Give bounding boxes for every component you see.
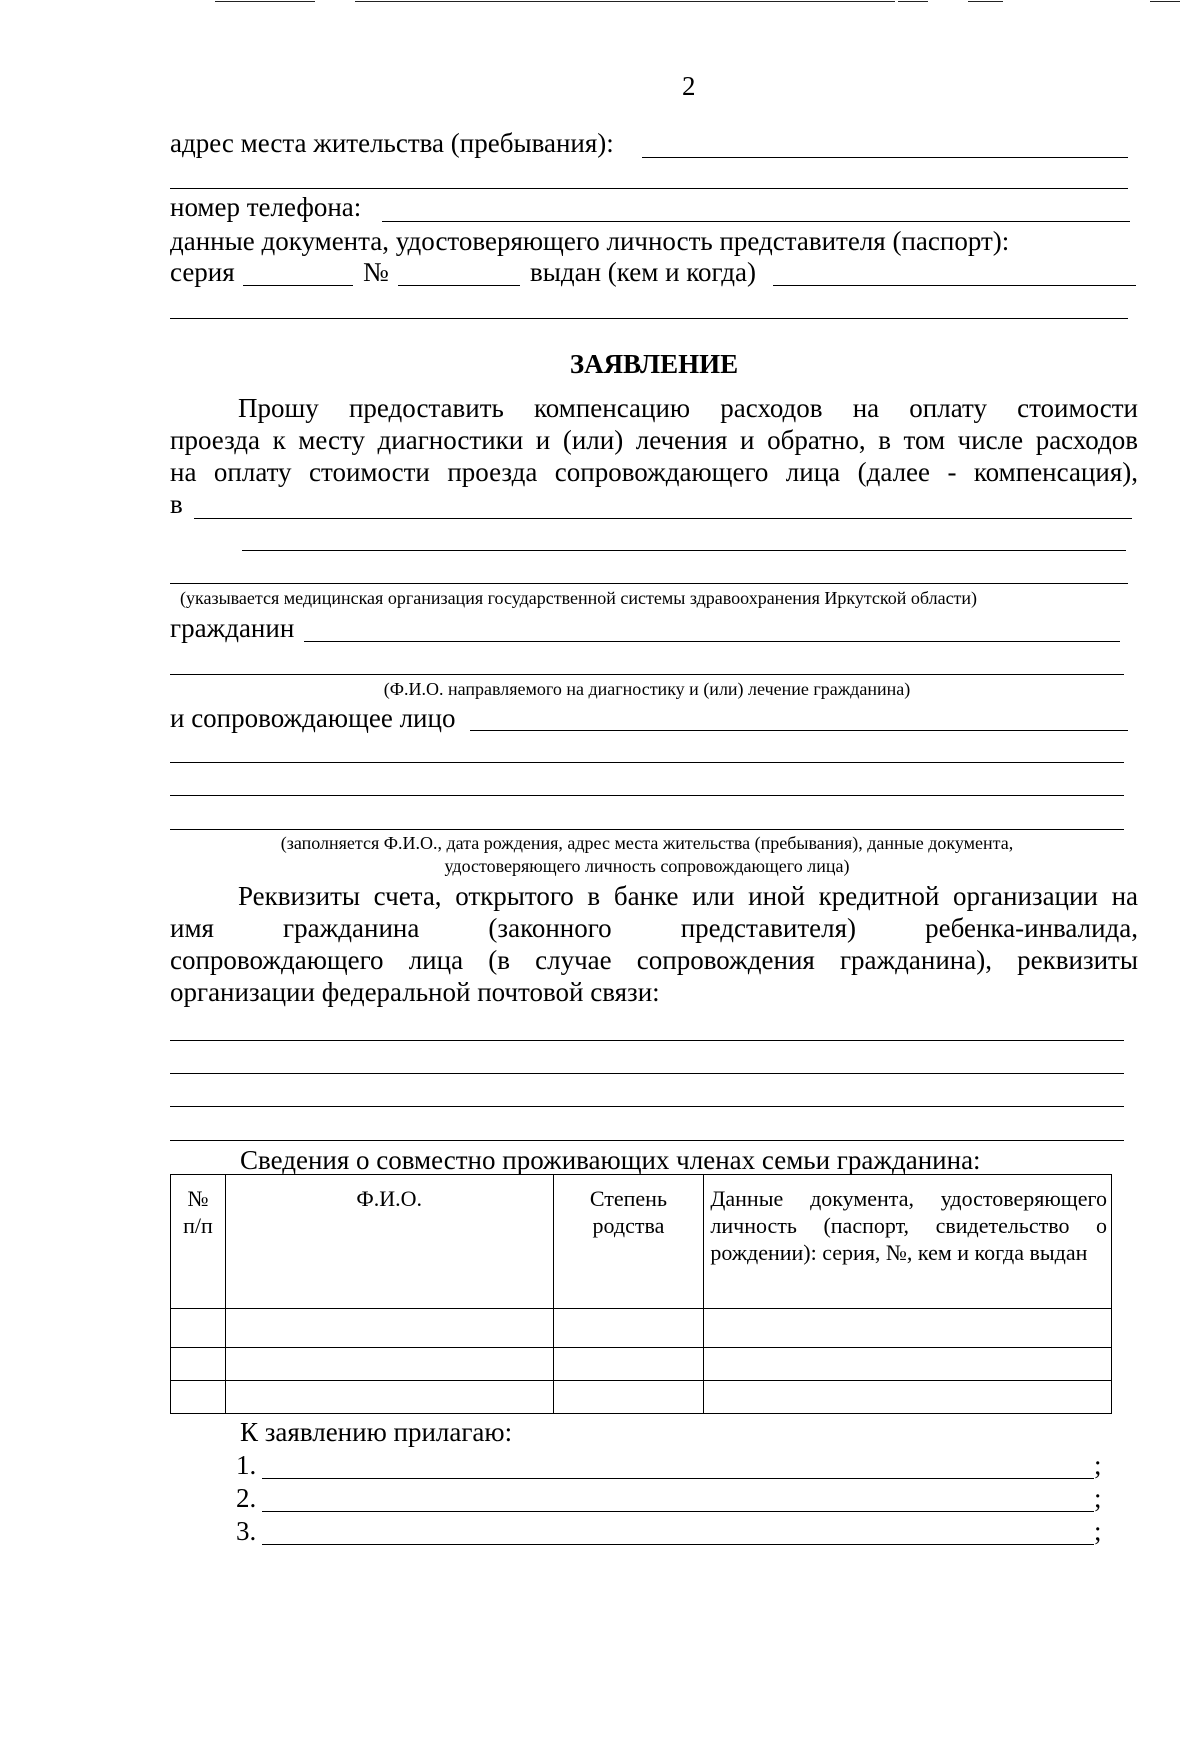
table-cell[interactable] (704, 1348, 1112, 1381)
attachment-end-mark: ; (1094, 1516, 1102, 1546)
citizen-field[interactable] (304, 641, 1120, 642)
medical-org-field[interactable] (194, 518, 1132, 519)
table-row (171, 1309, 1112, 1348)
companion-field-continuation[interactable] (170, 829, 1124, 830)
issued-field-continuation[interactable] (170, 318, 1128, 319)
prefix-v: в (170, 489, 183, 519)
attachment-end-mark: ; (1094, 1483, 1102, 1513)
col-relation-header-line-1: Степень (589, 1186, 667, 1211)
table-cell[interactable] (171, 1381, 226, 1414)
family-heading: Сведения о совместно проживающих членах семьи гражданина: (240, 1145, 981, 1175)
medical-org-field-continuation[interactable] (170, 583, 1128, 584)
family-table-header (171, 1175, 1112, 1309)
table-cell[interactable] (225, 1309, 553, 1348)
bank-line-2: имя гражданина (законного представителя) ребенка-инвалида, (170, 913, 1138, 943)
attachments-heading: К заявлению прилагаю: (240, 1417, 513, 1447)
companion-field-continuation[interactable] (170, 762, 1124, 763)
col-no-header-line-1: № (187, 1186, 209, 1211)
scan-artifact-line (215, 1, 315, 2)
col-relation-header (553, 1175, 704, 1309)
issued-field[interactable] (773, 285, 1136, 286)
table-cell[interactable] (225, 1348, 553, 1381)
companion-field-continuation[interactable] (170, 795, 1124, 796)
bank-line-1: Реквизиты счета, открытого в банке или иной кредитной организации на (238, 881, 1138, 911)
request-line-1: Прошу предоставить компенсацию расходов на оплату стоимости (238, 393, 1138, 423)
col-no-header-line-2: п/п (183, 1213, 213, 1238)
bank-line-4: организации федеральной почтовой связи: (170, 977, 660, 1007)
attachment-number-3: 3. (236, 1516, 257, 1546)
phone-field[interactable] (382, 221, 1130, 222)
col-fio-header (225, 1175, 553, 1309)
col-relation-header-line-2: родства (592, 1213, 665, 1238)
table-cell[interactable] (553, 1309, 704, 1348)
companion-hint-1: (заполняется Ф.И.О., дата рождения, адрес места жительства (пребывания), данные документа, (280, 833, 1014, 853)
col-fio-header-text: Ф.И.О. (356, 1186, 423, 1211)
address-label: адрес места жительства (пребывания): (170, 128, 614, 158)
series-label: серия (170, 257, 235, 287)
attachment-field-2[interactable] (262, 1511, 1094, 1512)
medical-org-field-continuation[interactable] (242, 550, 1126, 551)
attachment-field-3[interactable] (262, 1544, 1094, 1545)
scan-artifact-line (898, 1, 928, 2)
col-no-header (171, 1175, 226, 1309)
citizen-label: гражданин (170, 613, 295, 643)
attachment-end-mark: ; (1094, 1450, 1102, 1480)
companion-field[interactable] (470, 730, 1128, 731)
table-cell[interactable] (225, 1381, 553, 1414)
family-table (170, 1174, 1112, 1414)
address-field[interactable] (642, 157, 1128, 158)
table-cell[interactable] (171, 1348, 226, 1381)
scan-artifact-line (355, 1, 895, 2)
number-label: № (363, 257, 389, 287)
bank-field[interactable] (170, 1140, 1124, 1141)
medical-org-hint: (указывается медицинская организация государственной системы здравоохранения Иркутской области) (180, 588, 978, 608)
scan-artifact-line (968, 1, 1003, 2)
table-row (171, 1348, 1112, 1381)
table-cell[interactable] (704, 1381, 1112, 1414)
companion-label: и сопровождающее лицо (170, 703, 456, 733)
request-line-2: проезда к месту диагностики и (или) лечения и обратно, в том числе расходов (170, 425, 1138, 455)
col-document-header-text: Данные документа, удостоверяющего личность (паспорт, свидетельство о рождении): серия, №, кем и когда выдан (710, 1186, 1107, 1265)
bank-field[interactable] (170, 1106, 1124, 1107)
request-line-3: на оплату стоимости проезда сопровождающего лица (далее - компенсация), (170, 457, 1138, 487)
bank-field[interactable] (170, 1040, 1124, 1041)
issued-label: выдан (кем и когда) (530, 257, 756, 287)
col-document-header (704, 1175, 1112, 1309)
series-field[interactable] (243, 285, 353, 286)
table-cell[interactable] (171, 1309, 226, 1348)
attachment-number-1: 1. (236, 1450, 257, 1480)
table-row (171, 1381, 1112, 1414)
bank-line-3: сопровождающего лица (в случае сопровождения гражданина), реквизиты (170, 945, 1138, 975)
phone-label: номер телефона: (170, 192, 362, 222)
id-document-label: данные документа, удостоверяющего личность представителя (паспорт): (170, 226, 1010, 256)
number-field[interactable] (398, 285, 520, 286)
table-cell[interactable] (704, 1309, 1112, 1348)
attachment-field-1[interactable] (262, 1478, 1094, 1479)
attachment-number-2: 2. (236, 1483, 257, 1513)
companion-hint-2: удостоверяющего личность сопровождающего лица) (444, 856, 850, 876)
document-title: ЗАЯВЛЕНИЕ (569, 349, 739, 379)
scan-artifact-line (1150, 1, 1180, 2)
table-cell[interactable] (553, 1348, 704, 1381)
citizen-hint: (Ф.И.О. направляемого на диагностику и (или) лечение гражданина) (383, 679, 911, 699)
bank-field[interactable] (170, 1073, 1124, 1074)
table-cell[interactable] (553, 1381, 704, 1414)
page-number: 2 (682, 71, 696, 101)
citizen-field-continuation[interactable] (170, 674, 1124, 675)
address-field-continuation[interactable] (170, 188, 1128, 189)
